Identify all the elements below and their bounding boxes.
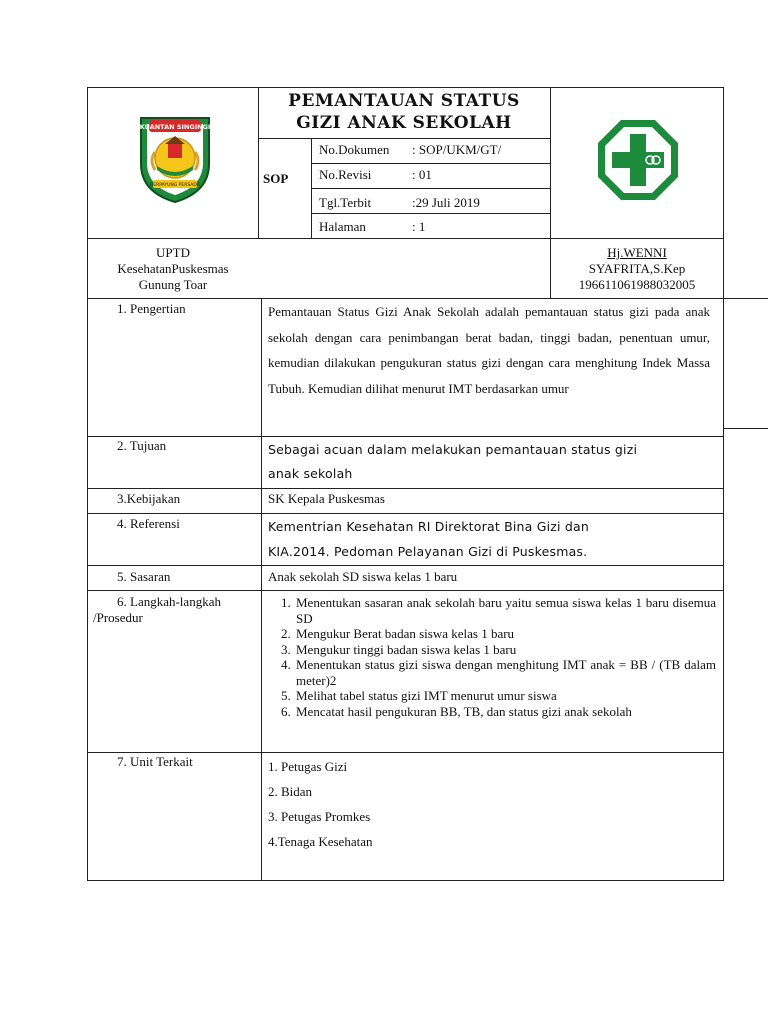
section-label-langkah bbox=[93, 594, 258, 626]
referensi-line: KIA.2014. Pedoman Pelayanan Gizi di Puskesmas. bbox=[268, 544, 588, 559]
divider bbox=[723, 428, 768, 429]
signatory-name: Hj.WENNI bbox=[607, 245, 667, 260]
list-item: 6. Mencatat hasil pengukuran BB, TB, dan status gizi anak sekolah bbox=[294, 704, 716, 720]
meta-value: : 1 bbox=[412, 219, 426, 234]
title-line-1: PEMANTAUAN STATUS bbox=[288, 91, 520, 111]
signatory-nip: 196611061988032005 bbox=[578, 277, 696, 292]
divider bbox=[87, 752, 723, 753]
list-item: 1. Petugas Gizi bbox=[268, 759, 348, 774]
divider bbox=[311, 163, 550, 164]
meta-label: Halaman bbox=[319, 219, 366, 234]
org-block bbox=[88, 245, 258, 293]
table-border-right bbox=[723, 87, 724, 880]
tujuan-text bbox=[268, 438, 718, 486]
section-label-kebijakan: 3.Kebijakan bbox=[117, 491, 181, 506]
divider bbox=[87, 436, 723, 437]
signatory-block bbox=[551, 245, 723, 293]
langkah-label-line: /Prosedur bbox=[93, 610, 143, 625]
kebijakan-text: SK Kepala Puskesmas bbox=[268, 491, 385, 506]
meta-value: :29 Juli 2019 bbox=[412, 195, 480, 210]
column-divider bbox=[261, 298, 262, 880]
svg-text:KUANTAN SINGINGI: KUANTAN SINGINGI bbox=[139, 123, 211, 131]
langkah-label-line: 6. Langkah-langkah bbox=[117, 594, 221, 609]
org-line: KesehatanPuskesmas bbox=[117, 261, 229, 276]
list-item: 4. Menentukan status gizi siswa dengan menghitung IMT anak = BB / (TB dalam meter)2 bbox=[294, 657, 716, 688]
divider bbox=[87, 565, 723, 566]
sop-label: SOP bbox=[263, 171, 289, 186]
meta-value: : SOP/UKM/GT/ bbox=[412, 142, 502, 157]
unit-list bbox=[268, 754, 372, 854]
meta-label: Tgl.Terbit bbox=[319, 195, 372, 210]
table-border-top bbox=[87, 87, 723, 88]
list-item: 3. Petugas Promkes bbox=[268, 809, 371, 824]
table-border-bottom bbox=[87, 880, 724, 881]
table-border-left bbox=[87, 87, 88, 880]
divider bbox=[311, 213, 550, 214]
divider bbox=[87, 590, 723, 591]
divider bbox=[258, 138, 550, 139]
section-label-sasaran: 5. Sasaran bbox=[117, 569, 171, 584]
divider bbox=[87, 238, 723, 239]
meta-label: No.Revisi bbox=[319, 167, 372, 182]
meta-label: No.Dokumen bbox=[319, 142, 390, 157]
list-item: 2. Bidan bbox=[268, 784, 313, 799]
tujuan-line: anak sekolah bbox=[268, 466, 353, 481]
document-title bbox=[262, 90, 546, 134]
referensi-text bbox=[268, 514, 718, 564]
sasaran-text: Anak sekolah SD siswa kelas 1 baru bbox=[268, 569, 458, 584]
referensi-line: Kementrian Kesehatan RI Direktorat Bina Gizi dan bbox=[268, 519, 589, 534]
svg-text:BERPAYUNG PERSADA: BERPAYUNG PERSADA bbox=[150, 183, 200, 188]
pengertian-text: Pemantauan Status Gizi Anak Sekolah adalah pemantauan status gizi pada anak sekolah dengan cara penimbangan berat badan, tinggi badan, penentuan umur, kemudian dilakukan pengukuran status gizi dengan cara menghitung Indek Massa Tubuh. Kemudian dilihat menurut IMT berdasarkan umur bbox=[268, 304, 710, 396]
section-label-unit: 7. Unit Terkait bbox=[117, 754, 193, 769]
meta-value: : 01 bbox=[412, 167, 432, 182]
org-line: Gunung Toar bbox=[138, 277, 208, 292]
signatory-name: SYAFRITA,S.Kep bbox=[588, 261, 686, 276]
list-item: 4.Tenaga Kesehatan bbox=[268, 834, 373, 849]
list-item: 2. Mengukur Berat badan siswa kelas 1 baru bbox=[294, 626, 716, 642]
list-item: 5. Melihat tabel status gizi IMT menurut umur siswa bbox=[294, 688, 716, 704]
section-label-referensi: 4. Referensi bbox=[117, 516, 180, 531]
tujuan-line: Sebagai acuan dalam melakukan pemantauan status gizi bbox=[268, 442, 638, 457]
procedure-list bbox=[268, 595, 716, 719]
regency-logo bbox=[135, 112, 215, 204]
section-label-tujuan: 2. Tujuan bbox=[117, 438, 167, 453]
section-label-pengertian: 1. Pengertian bbox=[117, 301, 186, 316]
list-item: 3. Mengukur tinggi badan siswa kelas 1 baru bbox=[294, 642, 716, 658]
list-item: 1. Menentukan sasaran anak sekolah baru yaitu semua siswa kelas 1 baru disemua SD bbox=[294, 595, 716, 626]
title-line-2: GIZI ANAK SEKOLAH bbox=[296, 113, 512, 133]
divider bbox=[87, 488, 723, 489]
divider bbox=[311, 188, 550, 189]
org-line: UPTD bbox=[156, 245, 190, 260]
puskesmas-logo bbox=[596, 118, 680, 202]
divider bbox=[258, 87, 259, 238]
